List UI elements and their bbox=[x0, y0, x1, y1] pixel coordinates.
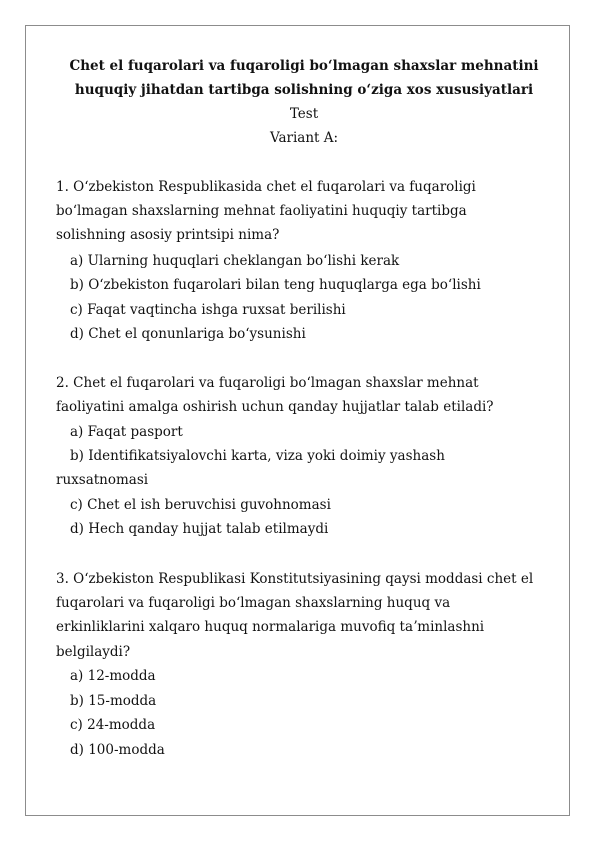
question-1-option-a: a) Ularning huquqlari cheklangan boʻlishi kerak bbox=[70, 253, 400, 269]
question-1-option-d: d) Chet el qonunlariga boʻysunishi bbox=[70, 326, 306, 342]
test-label: Test bbox=[289, 106, 319, 122]
question-3-option-d: d) 100-modda bbox=[70, 742, 165, 758]
document-title-line-2: huquqiy jihatdan tartibga solishning oʻziga xos xususiyatlari bbox=[74, 82, 534, 98]
question-3-option-c: c) 24-modda bbox=[70, 717, 156, 733]
question-3-text-line: belgilaydi? bbox=[56, 644, 131, 660]
question-2-text-line: 2. Chet el fuqarolari va fuqaroligi boʻlmagan shaxslar mehnat bbox=[56, 375, 479, 391]
question-1-option-b: b) Oʻzbekiston fuqarolari bilan teng huquqlarga ega boʻlishi bbox=[70, 277, 481, 293]
question-2-option-b: b) Identifikatsiyalovchi karta, viza yoki doimiy yashash bbox=[70, 448, 445, 464]
question-1-text-line: boʻlmagan shaxslarning mehnat faoliyatini huquqiy tartibga bbox=[56, 203, 467, 219]
question-1-text-line: 1. Oʻzbekiston Respublikasida chet el fuqarolari va fuqaroligi bbox=[56, 179, 476, 195]
question-2-text-line: faoliyatini amalga oshirish uchun qanday hujjatlar talab etiladi? bbox=[56, 399, 494, 415]
question-3-text-line: erkinliklarini xalqaro huquq normalariga muvofiq taʼminlashni bbox=[56, 619, 485, 635]
question-3-text-line: fuqarolari va fuqaroligi boʻlmagan shaxslarning huquq va bbox=[56, 595, 451, 611]
variant-label: Variant A: bbox=[269, 130, 339, 146]
question-3-option-a: a) 12-modda bbox=[70, 668, 156, 684]
document-title-line-1: Chet el fuqarolari va fuqaroligi boʻlmagan shaxslar mehnatini bbox=[69, 58, 539, 74]
question-1-text-line: solishning asosiy printsipi nima? bbox=[56, 227, 280, 243]
question-1-option-c: c) Faqat vaqtincha ishga ruxsat berilishi bbox=[70, 302, 346, 318]
question-2-option-a: a) Faqat pasport bbox=[70, 424, 183, 440]
question-2-option-b-continuation: ruxsatnomasi bbox=[56, 472, 149, 488]
question-3-text-line: 3. Oʻzbekiston Respublikasi Konstitutsiyasining qaysi moddasi chet el bbox=[56, 571, 534, 587]
question-2-option-c: c) Chet el ish beruvchisi guvohnomasi bbox=[70, 497, 331, 513]
question-3-option-b: b) 15-modda bbox=[70, 693, 157, 709]
question-2-option-d: d) Hech qanday hujjat talab etilmaydi bbox=[70, 521, 329, 537]
